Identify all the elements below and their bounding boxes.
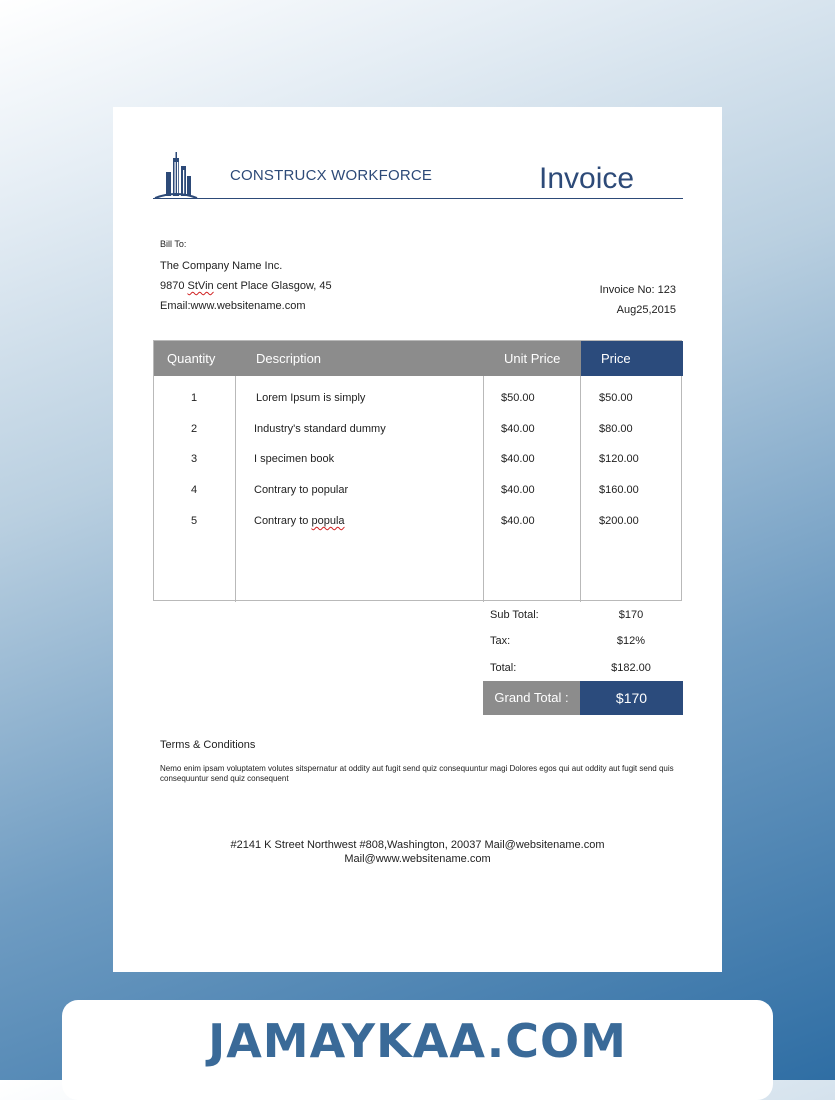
- row-quantity: 1: [191, 392, 198, 404]
- watermark-text: JAMAYKAA.COM: [208, 1014, 627, 1068]
- header-unit-price: Unit Price: [504, 351, 561, 366]
- line-items-table: [153, 340, 682, 601]
- invoice-title: Invoice: [539, 162, 635, 195]
- bill-to-address: [160, 280, 332, 292]
- row-price: $200.00: [599, 515, 639, 527]
- column-divider: [483, 376, 484, 602]
- bill-to-label: Bill To:: [160, 239, 187, 249]
- row-unit-price: $40.00: [501, 484, 535, 496]
- row-price: $160.00: [599, 484, 639, 496]
- header-divider: [153, 198, 683, 199]
- address-suffix: cent Place Glasgow, 45: [213, 280, 332, 292]
- column-divider: [580, 376, 581, 602]
- invoice-page: [113, 107, 722, 972]
- grand-total-label: Grand Total :: [483, 681, 580, 715]
- footer-address: #2141 K Street Northwest #808,Washington, 20037 Mail@websitename.com: [230, 839, 605, 851]
- row-quantity: 3: [191, 453, 198, 465]
- row-price: $50.00: [599, 392, 633, 404]
- tax-label: Tax:: [490, 635, 511, 647]
- bill-to-email: Email:www.websitename.com: [160, 300, 306, 312]
- row-unit-price: $50.00: [501, 392, 535, 404]
- column-divider: [235, 376, 236, 602]
- terms-title: Terms & Conditions: [160, 739, 256, 751]
- watermark-banner: [62, 1000, 773, 1100]
- row-description: Industry's standard dummy: [254, 423, 386, 435]
- address-misspelled: StVin: [187, 280, 214, 292]
- row-quantity: 4: [191, 484, 198, 496]
- row-unit-price: $40.00: [501, 515, 535, 527]
- address-prefix: 9870: [160, 280, 188, 292]
- invoice-date: Aug25,2015: [616, 304, 676, 316]
- header-quantity: Quantity: [167, 351, 216, 366]
- header-price: Price: [601, 351, 631, 366]
- terms-body: Nemo enim ipsam voluptatem volutes sitspernatur at oddity aut fugit send quiz consequuntur magi Dolores egos qui aut oddity aut fugit send quis consequuntur send quiz consequent: [160, 764, 674, 783]
- row-description: Contrary to popular: [254, 484, 349, 496]
- row-description: Lorem Ipsum is simply: [256, 392, 366, 404]
- description-prefix: Contrary to: [254, 515, 312, 527]
- subtotal-label: Sub Total:: [490, 609, 539, 621]
- total-label: Total:: [490, 662, 517, 674]
- row-quantity: 2: [191, 423, 198, 435]
- row-description: I specimen book: [254, 453, 335, 465]
- total-value: $182.00: [611, 662, 651, 674]
- row-unit-price: $40.00: [501, 453, 535, 465]
- company-name: CONSTRUCX WORKFORCE: [230, 167, 433, 184]
- tax-value: $12%: [616, 635, 646, 647]
- footer-mail: Mail@www.websitename.com: [344, 853, 491, 865]
- invoice-number: Invoice No: 123: [599, 284, 676, 296]
- bill-to-name: The Company Name Inc.: [160, 260, 283, 272]
- header-description: Description: [256, 351, 322, 366]
- row-price: $120.00: [599, 453, 639, 465]
- grand-total-value: $170: [580, 681, 683, 715]
- table-header-price-bg: [581, 341, 683, 376]
- subtotal-value: $170: [618, 609, 644, 621]
- row-price: $80.00: [599, 423, 633, 435]
- building-icon: [153, 152, 199, 200]
- description-misspelled: popula: [311, 515, 345, 527]
- row-description: [254, 515, 345, 527]
- row-quantity: 5: [191, 515, 198, 527]
- row-unit-price: $40.00: [501, 423, 535, 435]
